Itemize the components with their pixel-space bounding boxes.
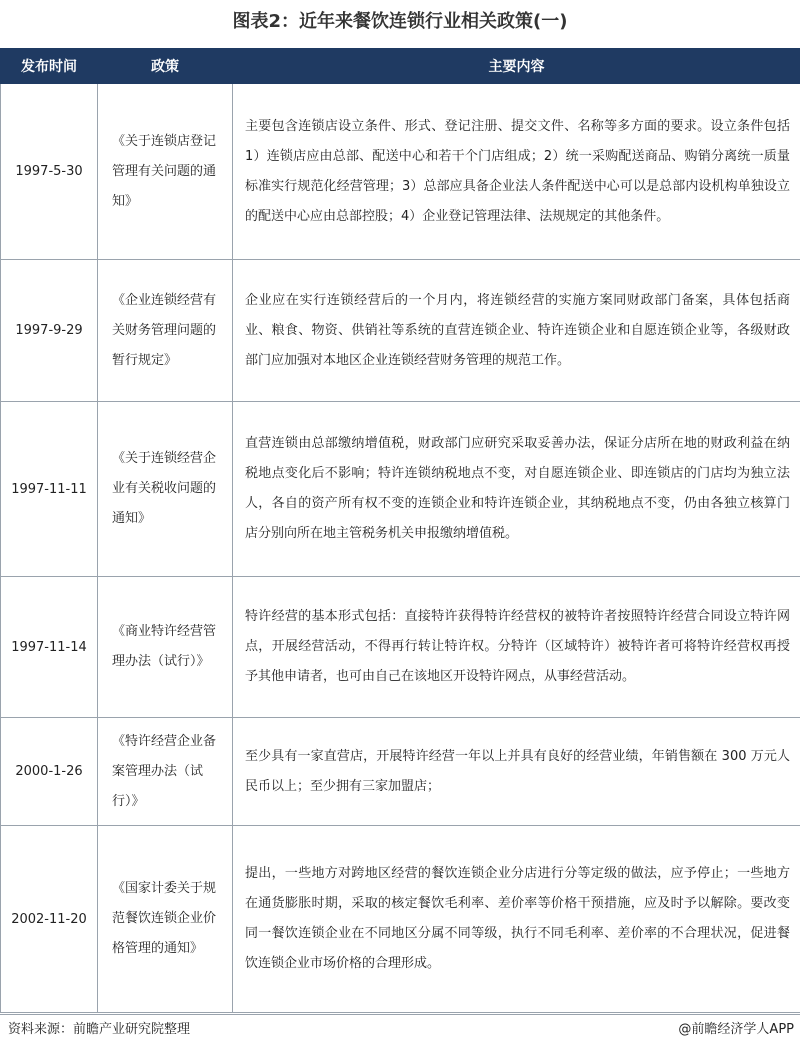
chart-title: 图表2：近年来餐饮连锁行业相关政策(一) [232, 11, 568, 32]
row-date: 1997-11-11 [1, 402, 98, 577]
table-row [1, 402, 800, 577]
table-row [1, 577, 800, 718]
row-policy: 《关于连锁店登记管理有关问题的通知》 [98, 84, 233, 260]
source-note: 资料来源：前瞻产业研究院整理 [8, 1022, 191, 1037]
row-content: 至少具有一家直营店，开展特许经营一年以上并具有良好的经营业绩，年销售额在 300 万元人民币以上；至少拥有三家加盟店； [233, 718, 800, 826]
row-content: 直营连锁由总部缴纳增值税，财政部门应研究采取妥善办法，保证分店所在地的财政利益在纳税地点变化后不影响；特许连锁纳税地点不变，对自愿连锁企业、即连锁店的门店均为独立法人，各自的资产所有权不变的连锁企业和特许连锁企业，其纳税地点不变，仍由各独立核算门店分别向所在地主管税务机关申报缴纳增值税。 [233, 402, 800, 577]
row-policy: 《特许经营企业备案管理办法（试行）》 [98, 718, 233, 826]
brand-credit: @前瞻经济学人APP [678, 1022, 794, 1037]
row-date: 1997-9-29 [1, 260, 98, 402]
row-policy: 《商业特许经营管理办法（试行）》 [98, 577, 233, 718]
row-policy: 《企业连锁经营有关财务管理问题的暂行规定》 [98, 260, 233, 402]
header-policy: 政策 [98, 49, 233, 84]
header-content: 主要内容 [233, 49, 800, 84]
row-date: 1997-5-30 [1, 84, 98, 260]
row-policy: 《关于连锁经营企业有关税收问题的通知》 [98, 402, 233, 577]
row-policy: 《国家计委关于规范餐饮连锁企业价格管理的通知》 [98, 826, 233, 1013]
row-date: 1997-11-14 [1, 577, 98, 718]
row-content: 企业应在实行连锁经营后的一个月内，将连锁经营的实施方案同财政部门备案，具体包括商业、粮食、物资、供销社等系统的直营连锁企业、特许连锁企业和自愿连锁企业等，各级财政部门应加强对本地区企业连锁经营财务管理的规范工作。 [233, 260, 800, 402]
table-row [1, 84, 800, 260]
table-row [1, 718, 800, 826]
table-row [1, 260, 800, 402]
table-header-row [1, 49, 800, 84]
row-content: 特许经营的基本形式包括：直接特许获得特许经营权的被特许者按照特许经营合同设立特许网点，开展经营活动，不得再行转让特许权。分特许（区域特许）被特许者可将特许经营权再授予其他申请者，也可由自己在该地区开设特许网点，从事经营活动。 [233, 577, 800, 718]
header-date: 发布时间 [1, 49, 98, 84]
row-date: 2002-11-20 [1, 826, 98, 1013]
row-date: 2000-1-26 [1, 718, 98, 826]
policy-table [0, 48, 800, 1013]
table-row [1, 826, 800, 1013]
row-content: 提出，一些地方对跨地区经营的餐饮连锁企业分店进行分等定级的做法，应予停止；一些地方在通货膨胀时期，采取的核定餐饮毛利率、差价率等价格干预措施，应及时予以解除。要改变同一餐饮连锁企业在不同地区分属不同等级，执行不同毛利率、差价率的不合理状况，促进餐饮连锁企业市场价格的合理形成。 [233, 826, 800, 1013]
row-content: 主要包含连锁店设立条件、形式、登记注册、提交文件、名称等多方面的要求。设立条件包括 1）连锁店应由总部、配送中心和若干个门店组成；2）统一采购配送商品、购销分离统一质量标准实行规范化经营管理；3）总部应具备企业法人条件配送中心可以是总部内设机构单独设立的配送中心应由总部控股；4）企业登记管理法律、法规规定的其他条件。 [233, 84, 800, 260]
footer [0, 1014, 800, 1045]
